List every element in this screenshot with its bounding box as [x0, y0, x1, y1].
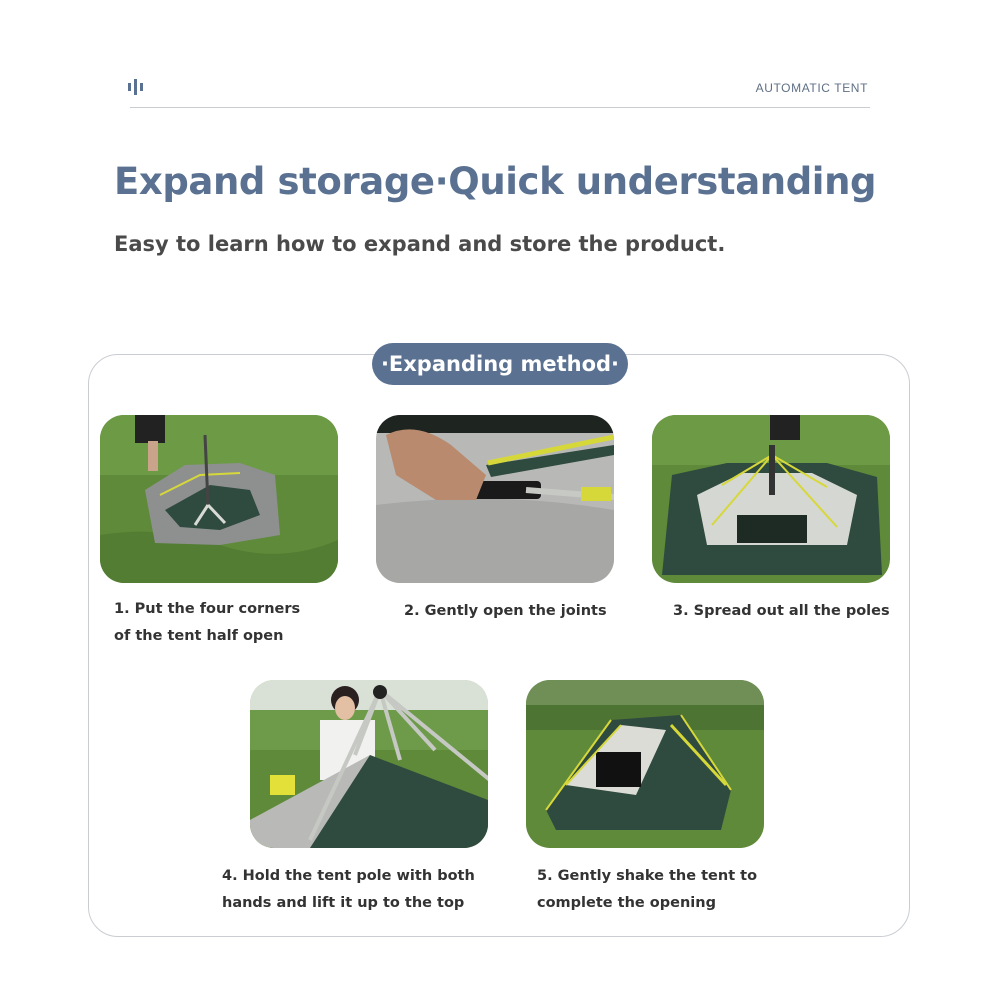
- step-2-caption: [404, 598, 607, 625]
- step-4-photo: [250, 680, 488, 848]
- step-5-caption-line-1: 5. Gently shake the tent to: [537, 868, 758, 884]
- section-title-pill: ·Expanding method·: [372, 343, 628, 385]
- step-1-caption: [114, 596, 300, 650]
- step-2-caption-line-1: 2. Gently open the joints: [404, 603, 607, 619]
- step-3-photo: [652, 415, 890, 583]
- step-2-photo: [376, 415, 614, 583]
- header-divider: [130, 107, 870, 108]
- step-5-caption-line-2: complete the opening: [537, 895, 716, 911]
- step-4-caption: [222, 863, 475, 917]
- step-3-caption-line-1: 3. Spread out all the poles: [673, 603, 890, 619]
- step-1-photo: [100, 415, 338, 583]
- step-5-photo: [526, 680, 764, 848]
- step-4-caption-line-1: 4. Hold the tent pole with both: [222, 868, 475, 884]
- step-3-caption: [673, 598, 890, 625]
- bars-logo-icon: [128, 79, 148, 95]
- step-1-caption-line-1: 1. Put the four corners: [114, 601, 301, 617]
- step-5-caption: [537, 863, 757, 917]
- step-1-caption-line-2: of the tent half open: [114, 628, 284, 644]
- step-4-caption-line-2: hands and lift it up to the top: [222, 895, 465, 911]
- brand-tag: AUTOMATIC TENT: [755, 81, 868, 95]
- subheadline: Easy to learn how to expand and store the product.: [114, 232, 726, 256]
- headline: Expand storage·Quick understanding: [114, 160, 877, 203]
